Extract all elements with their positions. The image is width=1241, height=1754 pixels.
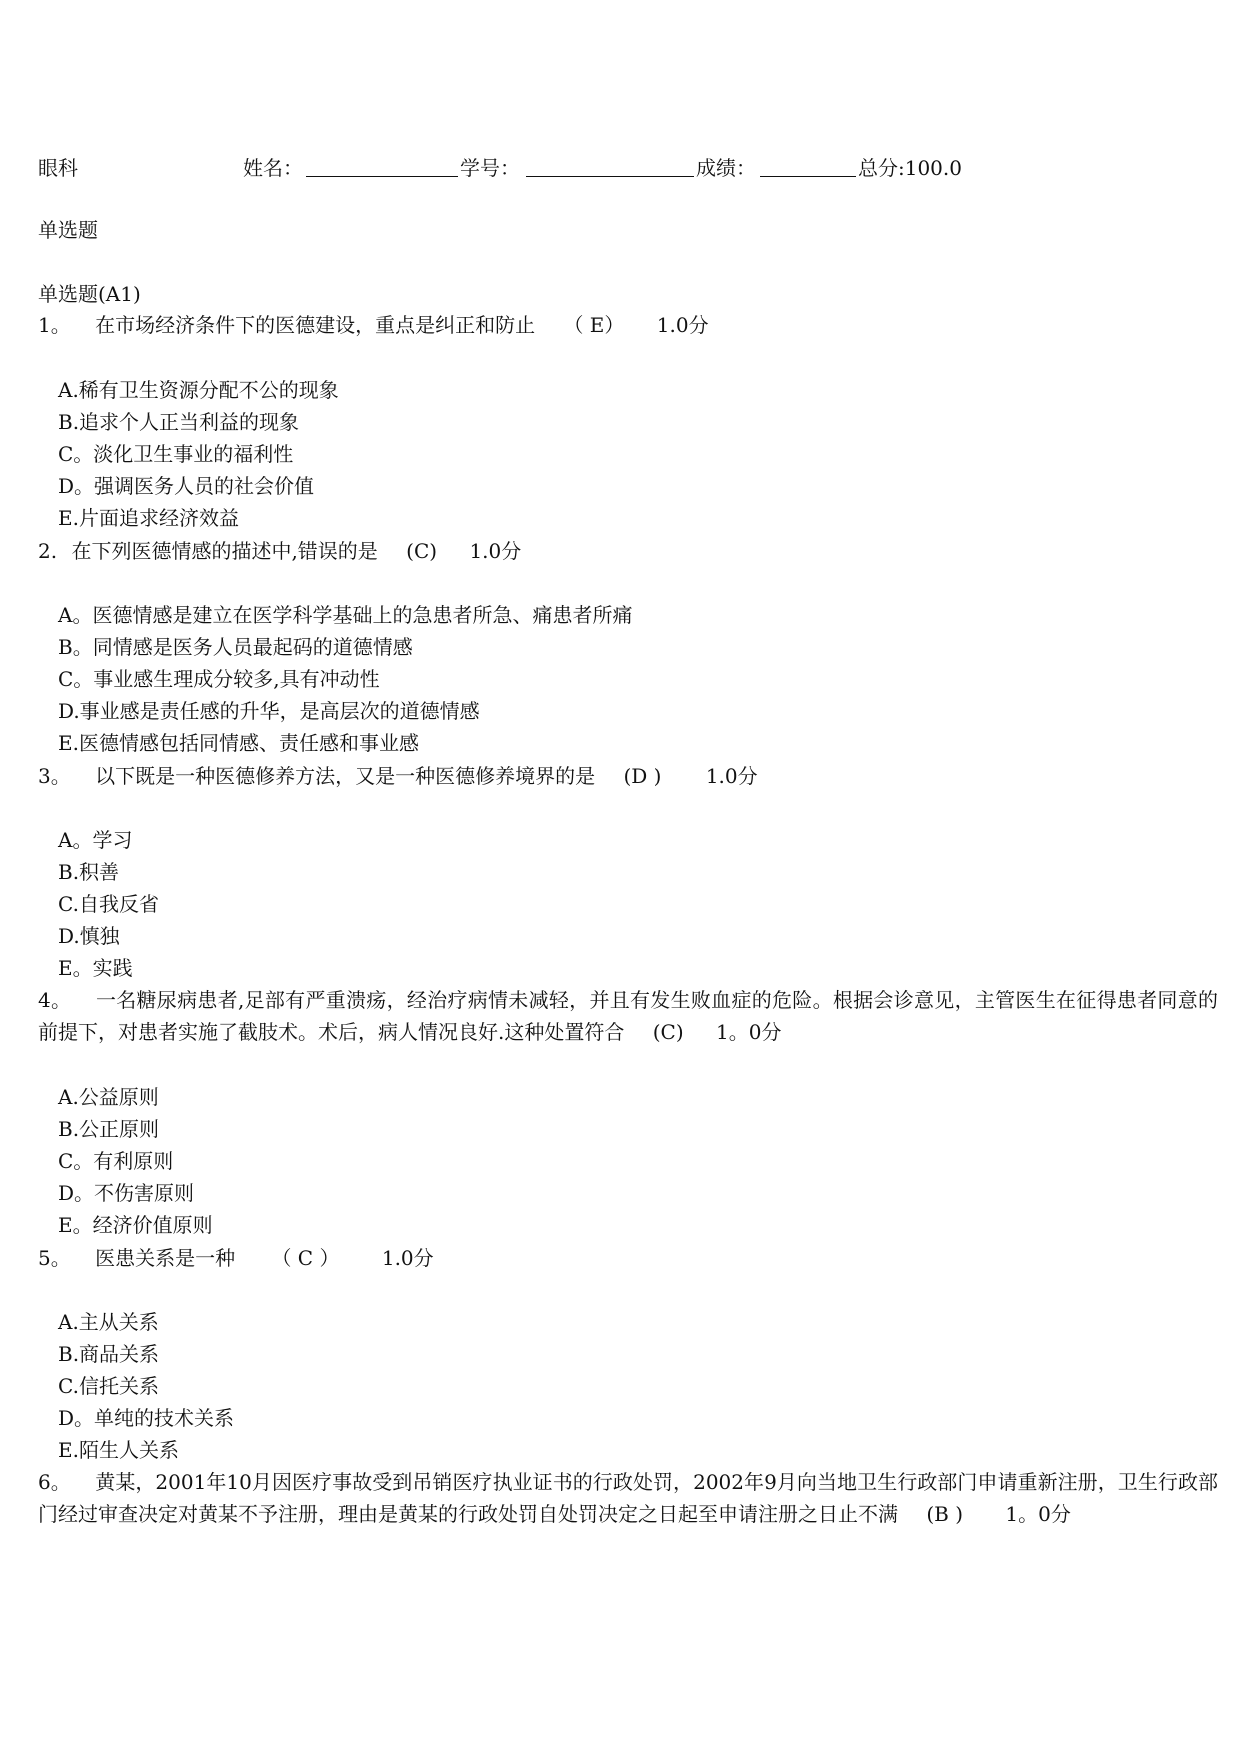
option: E.医德情感包括同情感、责任感和事业感 [58,731,419,755]
question-number: 4。 [38,988,72,1012]
question-stem: 黄某，2001年10月因医疗事故受到吊销医疗执业证书的行政处罚，2002年9月向当地卫生行政部门申请重新注册，卫生行政部门经过审查决定对黄某不予注册，理由是黄某的行政处罚自处罚决定之日起至申请注册之日止不满 [38,1470,1218,1526]
question-stem: 一名糖尿病患者,足部有严重溃疡，经治疗病情未减轻，并且有发生败血症的危险。根据会诊意见，主管医生在征得患者同意的前提下，对患者实施了截肢术。术后，病人情况良好.这种处置符合 [38,988,1219,1044]
question-6 [38,1466,1218,1530]
option: E。经济价值原则 [58,1213,213,1237]
question-number: 6。 [38,1470,71,1494]
question-answer: (D ) [623,764,662,788]
question-score: 1。0分 [1005,1502,1071,1526]
question-4 [38,984,1218,1048]
question-stem: 以下既是一种医德修养方法，又是一种医德修养境界的是 [95,764,596,788]
question-score: 1.0分 [469,539,522,563]
question-number: 1。 [38,313,71,337]
option: B.公正原则 [58,1117,160,1141]
option: A.公益原则 [58,1085,159,1109]
student-id-blank[interactable] [526,176,694,177]
section-title: 单选题 [38,218,98,242]
question-answer: (C) [652,1020,684,1044]
question-number: 3。 [38,764,71,788]
grade-blank[interactable] [760,176,856,177]
question-number: 2. [38,539,58,563]
name-label: 姓名： [243,156,303,180]
question-answer: （ E） [563,313,625,337]
option: A。医德情感是建立在医学科学基础上的急患者所急、痛患者所痛 [58,603,633,627]
question-5 [38,1244,434,1272]
question-score: 1.0分 [381,1246,434,1270]
question-stem: 在下列医德情感的描述中,错误的是 [71,539,378,563]
name-blank[interactable] [306,176,458,177]
option: A。学习 [58,828,133,852]
option: C.自我反省 [58,892,159,916]
question-stem: 医患关系是一种 [95,1246,236,1270]
option: D。不伤害原则 [58,1181,195,1205]
question-2 [38,537,521,565]
option: D。强调医务人员的社会价值 [58,474,315,498]
option: A.稀有卫生资源分配不公的现象 [58,378,339,402]
option: C.信托关系 [58,1374,159,1398]
option: C。事业感生理成分较多,具有冲动性 [58,667,380,691]
question-score: 1。0分 [716,1020,782,1044]
subsection-title: 单选题(A1) [38,282,141,306]
option: E.片面追求经济效益 [58,506,239,530]
question-answer: (C) [406,539,438,563]
question-3 [38,762,758,790]
option: B。同情感是医务人员最起码的道德情感 [58,635,413,659]
option: A.主从关系 [58,1310,159,1334]
question-number: 5。 [38,1246,71,1270]
option: D.慎独 [58,924,120,948]
option: D.事业感是责任感的升华，是高层次的道德情感 [58,699,480,723]
option: E。实践 [58,956,133,980]
option: E.陌生人关系 [58,1438,179,1462]
total-score: 总分:100.0 [858,156,962,180]
question-score: 1.0分 [705,764,758,788]
student-id-label: 学号： [460,156,520,180]
option: B.商品关系 [58,1342,160,1366]
grade-label: 成绩： [696,156,756,180]
option: B.积善 [58,860,120,884]
question-score: 1.0分 [656,313,709,337]
question-1 [38,311,709,339]
option: C。有利原则 [58,1149,174,1173]
subject-label: 眼科 [38,156,78,180]
question-answer: (B ) [926,1502,964,1526]
exam-header [38,152,1198,182]
question-stem: 在市场经济条件下的医德建设，重点是纠正和防止 [95,313,536,337]
option: B.追求个人正当利益的现象 [58,410,300,434]
question-answer: （ C ） [271,1246,340,1270]
option: C。淡化卫生事业的福利性 [58,442,294,466]
option: D。单纯的技术关系 [58,1406,235,1430]
